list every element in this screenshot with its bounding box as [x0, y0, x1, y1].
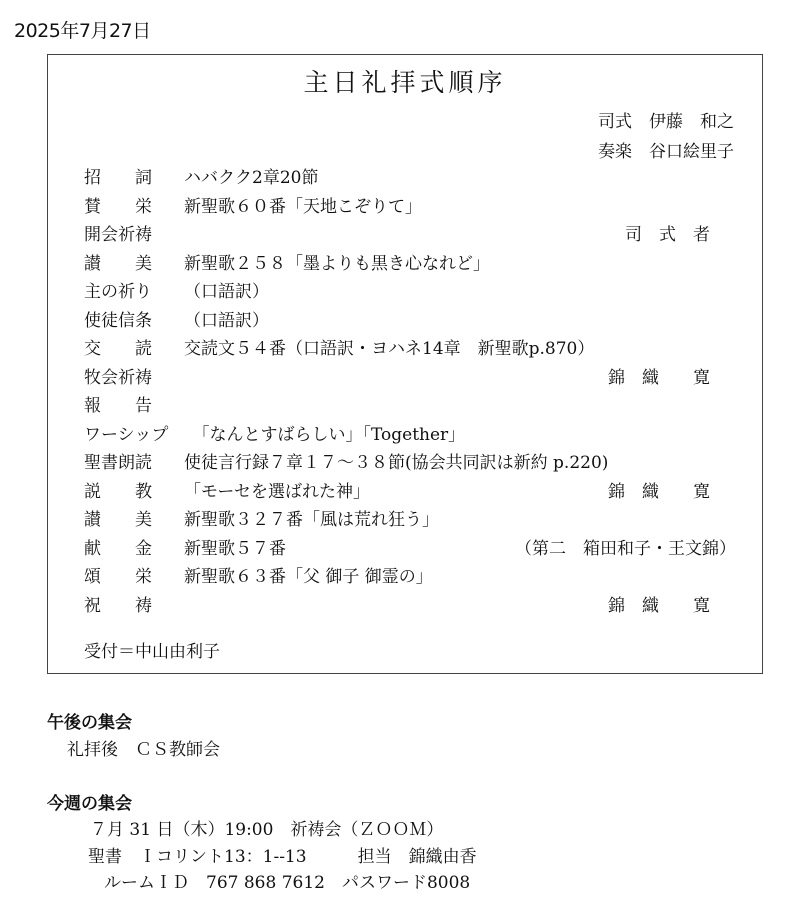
weekly-room-id: ルームＩＤ 767 868 7612 パスワード8008 [104, 873, 471, 893]
order-item-name: 説 教 [84, 481, 152, 502]
order-item [84, 448, 734, 476]
afternoon-heading: 午後の集会 [47, 713, 132, 733]
order-item [84, 534, 734, 562]
order-item-name: 使徒信条 [84, 310, 152, 331]
order-item-name: 主の祈り [84, 282, 152, 302]
order-item-name: 献 金 [84, 538, 152, 559]
weekly-scripture-line: 聖書 Ｉコリント13：1--13 担当 錦織由香 [88, 847, 477, 867]
order-item [84, 163, 734, 191]
weekly-heading: 今週の集会 [47, 794, 132, 814]
order-item-note: （第二 箱田和子・王文錦） [515, 538, 736, 559]
order-item-content: ハバクク2章20節 [184, 168, 319, 188]
order-item-content: 交読文５４番（口語訳・ヨハネ14章 新聖歌p.870） [184, 339, 595, 359]
musician-line: 奏楽 谷口絵里子 [598, 142, 734, 162]
order-item-name: 祝 祷 [84, 595, 152, 616]
order-item-name: 招 詞 [84, 168, 152, 188]
order-item [84, 420, 734, 448]
order-item-content: 新聖歌２５８「墨よりも黒き心なれど」 [184, 253, 490, 274]
order-item-name: 頌 栄 [84, 567, 152, 587]
order-item [84, 505, 734, 533]
order-item [84, 591, 734, 619]
order-item-content: 新聖歌３２７番「風は荒れ狂う」 [184, 510, 439, 530]
order-item-name: 賛 栄 [84, 196, 152, 217]
bulletin-date: 2025年7月27日 [14, 20, 151, 42]
weekly-prayer-meeting: ７月 31 日（木）19:00 祈祷会（ＺＯＯＭ） [90, 820, 444, 840]
order-item-content: （口語訳） [184, 310, 269, 331]
order-item-content: 使徒言行録７章１７～３８節(協会共同訳は新約 p.220) [184, 453, 609, 473]
order-item [84, 562, 734, 590]
order-item [84, 334, 734, 362]
order-item-content: （口語訳） [184, 282, 269, 302]
order-item-name: 讃 美 [84, 510, 152, 530]
order-item-name: 報 告 [84, 396, 152, 416]
afternoon-line: 礼拝後 ＣＳ教師会 [67, 740, 220, 760]
order-item-name: 牧会祈祷 [84, 367, 152, 388]
order-item [84, 249, 734, 277]
order-item-name: 讃 美 [84, 253, 152, 274]
worship-order-box [47, 54, 763, 674]
officiant-line: 司式 伊藤 和之 [598, 112, 734, 132]
order-item-person: 錦 織 寛 [608, 481, 710, 502]
order-item-name: 交 読 [84, 339, 152, 359]
order-item-content: 新聖歌６３番「父 御子 御霊の」 [184, 567, 433, 587]
order-item [84, 277, 734, 305]
order-item-person: 司 式 者 [625, 225, 710, 245]
order-item [84, 391, 734, 419]
reception-line: 受付＝中山由利子 [84, 642, 220, 662]
order-item-content: 「なんとすばらしい」「Together」 [184, 424, 466, 445]
order-item-name: ワーシップ [84, 424, 169, 445]
order-item-name: 聖書朗読 [84, 453, 152, 473]
order-item-content: 「モーセを選ばれた神」 [184, 481, 370, 502]
order-item [84, 192, 734, 220]
order-item-person: 錦 織 寛 [608, 367, 710, 388]
order-item-content: 新聖歌６０番「天地こぞりて」 [184, 196, 422, 217]
order-item-content: 新聖歌５７番 [184, 538, 286, 559]
order-item-person: 錦 織 寛 [608, 595, 710, 616]
order-item [84, 220, 734, 248]
worship-order-title: 主日礼拝式順序 [303, 68, 507, 97]
order-item-name: 開会祈祷 [84, 225, 152, 245]
order-item [84, 477, 734, 505]
order-item [84, 306, 734, 334]
order-item [84, 363, 734, 391]
